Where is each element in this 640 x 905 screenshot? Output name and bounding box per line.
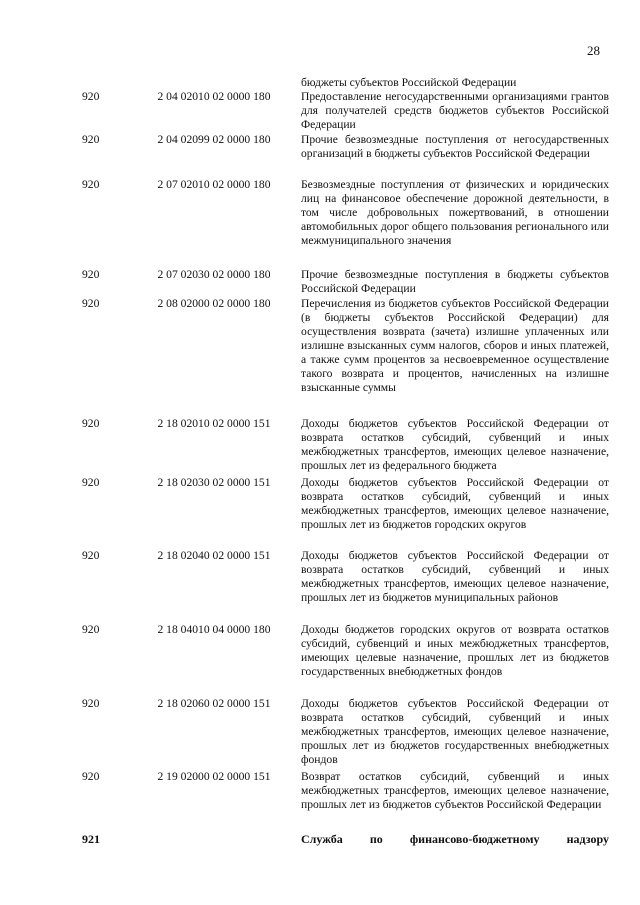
- revenue-code: 2 07 02010 02 0000 180: [157, 178, 271, 191]
- admin-code: 920: [82, 178, 100, 191]
- revenue-description: Доходы бюджетов субъектов Российской Федерации от возврата остатков субсидий, субвенций и иных межбюджетных трансфертов, имеющих целевое назначение, прошлых лет из бюджетов государственных внебюджетных фондов: [301, 697, 609, 766]
- admin-code: 920: [82, 770, 100, 783]
- revenue-description: Прочие безвозмездные поступления от негосударственных организаций в бюджеты субъектов Российской Федерации: [301, 133, 609, 160]
- revenue-description: Доходы бюджетов городских округов от возврата остатков субсидий, субвенций и иных межбюджетных трансфертов, имеющих целевые назначение, прошлых лет из бюджетов государственных внебюджетных фондов: [301, 623, 609, 678]
- revenue-code: 2 18 02030 02 0000 151: [157, 476, 271, 489]
- admin-code: 920: [82, 268, 100, 281]
- admin-code: 920: [82, 297, 100, 310]
- admin-code: 920: [82, 417, 100, 430]
- revenue-code: 2 19 02000 02 0000 151: [157, 770, 271, 783]
- revenue-description: Предоставление негосударственными организациями грантов для получателей средств бюджетов субъектов Российской Федерации: [301, 90, 609, 131]
- admin-code: 920: [82, 90, 100, 103]
- page-number: 28: [587, 43, 600, 58]
- revenue-code: 2 18 02010 02 0000 151: [157, 417, 271, 430]
- agency-title: Служба по финансово-бюджетному надзору: [301, 832, 609, 846]
- admin-code: 921: [82, 832, 100, 846]
- revenue-code: 2 08 02000 02 0000 180: [157, 297, 271, 310]
- revenue-description: Доходы бюджетов субъектов Российской Федерации от возврата остатков субсидий, субвенций и иных межбюджетных трансфертов, имеющих целевое назначение, прошлых лет из бюджетов городских округов: [301, 476, 609, 531]
- continuation-line: бюджеты субъектов Российской Федерации: [301, 76, 517, 89]
- admin-code: 920: [82, 549, 100, 562]
- revenue-description: Безвозмездные поступления от физических и юридических лиц на финансовое обеспечение дорожной деятельности, в том числе добровольных пожертвований, в отношении автомобильных дорог общего пользования регионального или межмуниципального значения: [301, 178, 609, 247]
- admin-code: 920: [82, 697, 100, 710]
- revenue-code: 2 18 04010 04 0000 180: [157, 623, 271, 636]
- revenue-code: 2 04 02010 02 0000 180: [157, 90, 271, 103]
- revenue-description: Доходы бюджетов субъектов Российской Федерации от возврата остатков субсидий, субвенций и иных межбюджетных трансфертов, имеющих целевое назначение, прошлых лет из бюджетов муниципальных районов: [301, 549, 609, 604]
- revenue-description: Перечисления из бюджетов субъектов Российской Федерации (в бюджеты субъектов Российской Федерации) для осуществления возврата (зачета) излишне уплаченных или излишне взысканных сумм налогов, сборов и иных платежей, а также сумм процентов за несвоевременное осуществление такого возврата и процентов, начисленных на излишне взысканные суммы: [301, 297, 609, 394]
- revenue-code: 2 18 02040 02 0000 151: [157, 549, 271, 562]
- admin-code: 920: [82, 623, 100, 636]
- revenue-description: Прочие безвозмездные поступления в бюджеты субъектов Российской Федерации: [301, 268, 609, 295]
- revenue-code: 2 18 02060 02 0000 151: [157, 697, 271, 710]
- revenue-description: Доходы бюджетов субъектов Российской Федерации от возврата остатков субсидий, субвенций и иных межбюджетных трансфертов, имеющих целевое назначение, прошлых лет из федерального бюджета: [301, 417, 609, 472]
- revenue-code: 2 07 02030 02 0000 180: [157, 268, 271, 281]
- revenue-code: 2 04 02099 02 0000 180: [157, 133, 271, 146]
- revenue-description: Возврат остатков субсидий, субвенций и иных межбюджетных трансфертов, имеющих целевое назначение, прошлых лет из бюджетов субъектов Российской Федерации: [301, 770, 609, 811]
- admin-code: 920: [82, 476, 100, 489]
- admin-code: 920: [82, 133, 100, 146]
